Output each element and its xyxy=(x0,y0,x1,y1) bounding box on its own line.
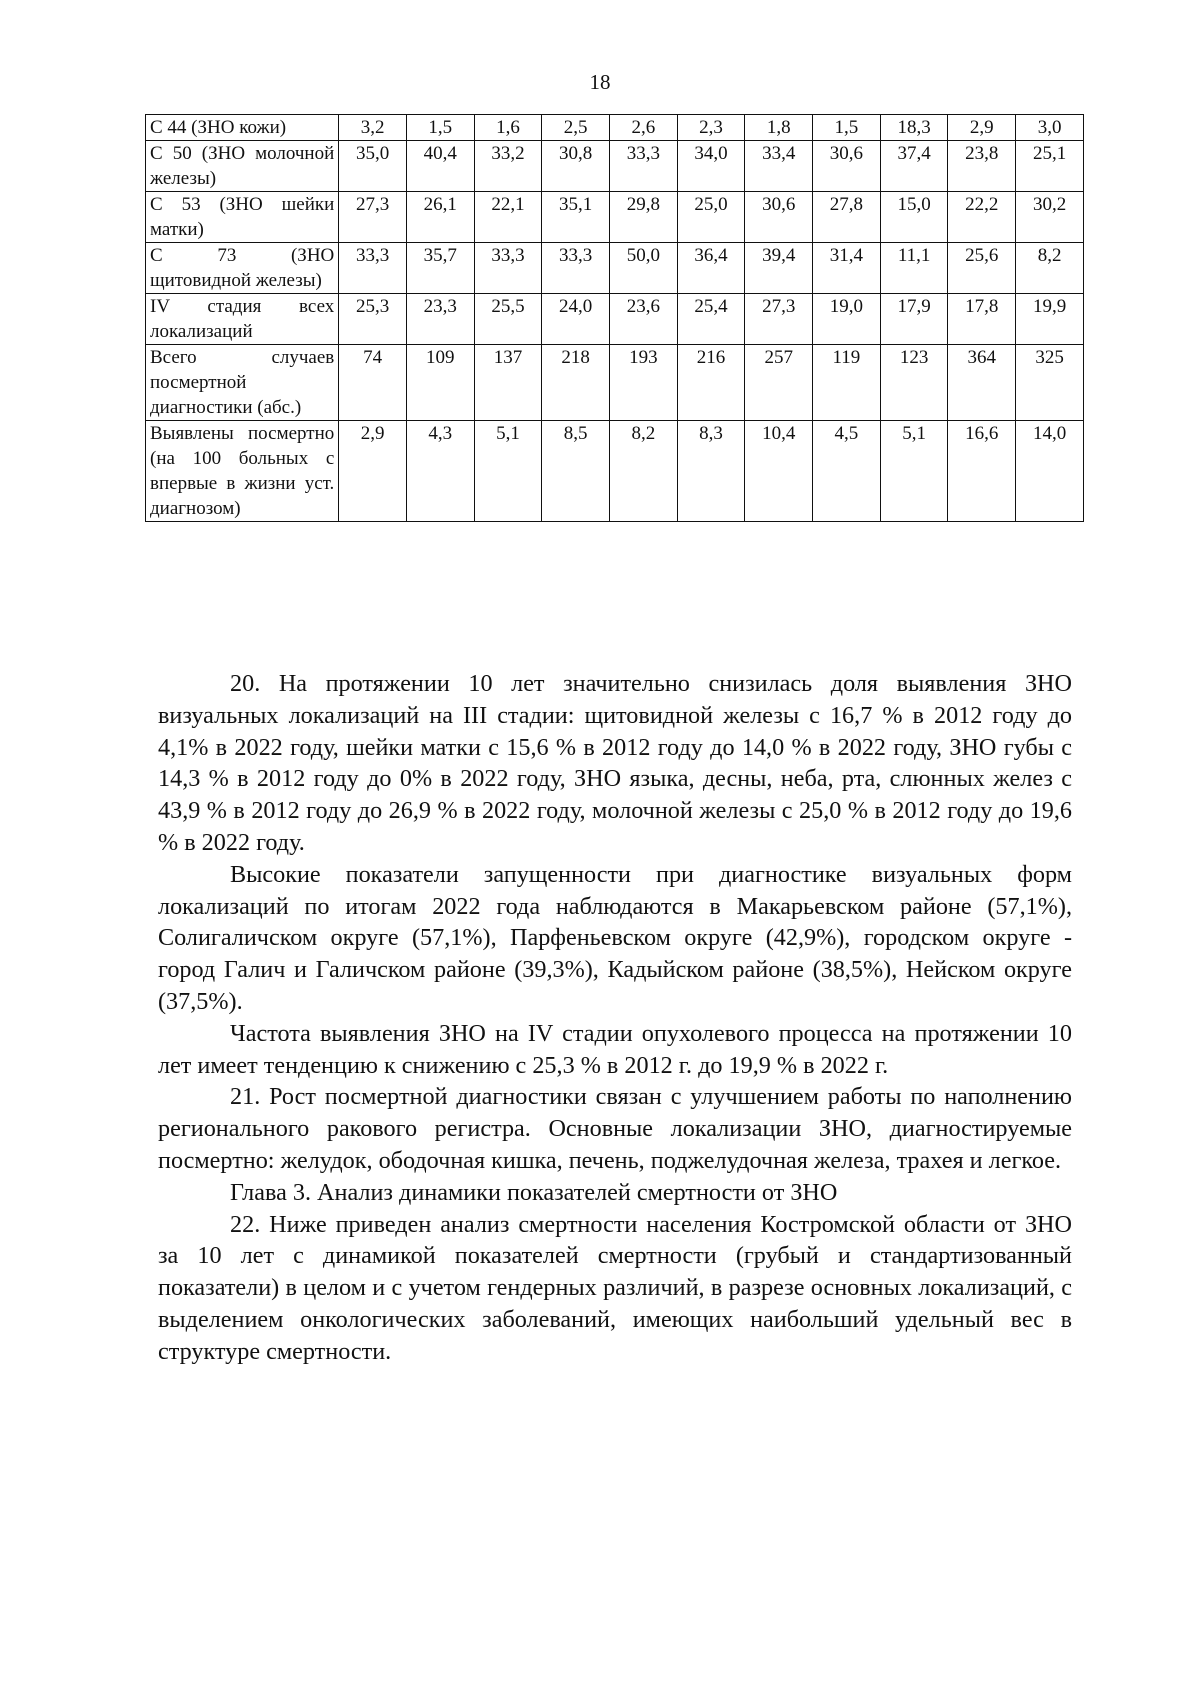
table-cell: 216 xyxy=(677,345,745,421)
table-cell: 257 xyxy=(745,345,813,421)
table-cell: 27,8 xyxy=(813,192,881,243)
table-cell: 3,0 xyxy=(1016,115,1084,141)
paragraph-20: 20. На протяжении 10 лет значительно снизилась доля выявления ЗНО визуальных локализаций на III стадии: щитовидной железы с 16,7 % в 2012 году до 4,1% в 2022 году, шейки матки с 15,6 % в 2012 году до 14,0 % в 2022 году, ЗНО губы с 14,3 % в 2012 году до 0% в 2022 году, ЗНО языка, десны, неба, рта, слюнных желез с 43,9 % в 2012 году до 26,9 % в 2022 году, молочной железы с 25,0 % в 2012 году до 19,6 % в 2022 году. xyxy=(158,670,1072,856)
table-cell: 24,0 xyxy=(542,294,610,345)
table-cell: 2,9 xyxy=(339,421,407,522)
table-cell: 2,9 xyxy=(948,115,1016,141)
table-cell: 2,3 xyxy=(677,115,745,141)
table-cell: 27,3 xyxy=(339,192,407,243)
table-cell: 27,3 xyxy=(745,294,813,345)
page-number: 18 xyxy=(589,70,611,94)
table-cell: 74 xyxy=(339,345,407,421)
table-cell: 39,4 xyxy=(745,243,813,294)
table-cell: 4,3 xyxy=(406,421,474,522)
table-cell: 2,6 xyxy=(610,115,678,141)
row-label: Всего случаев посмертной диагностики (абс.) xyxy=(146,345,339,421)
table-cell: 33,3 xyxy=(610,141,678,192)
paragraph-high-rates: Высокие показатели запущенности при диагностике визуальных форм локализаций по итогам 2022 года наблюдаются в Макарьевском районе (57,1%), Солигаличском округе (57,1%), Парфеньевском округе (42,9%), городском округе - город Галич и Галичском районе (39,3%), Кадыйском районе (38,5%), Нейском округе (37,5%). xyxy=(158,860,1072,1015)
table-cell: 30,6 xyxy=(813,141,881,192)
statistics-table xyxy=(145,114,1084,522)
table-cell: 8,2 xyxy=(610,421,678,522)
table-cell: 31,4 xyxy=(813,243,881,294)
table-cell: 5,1 xyxy=(474,421,542,522)
table-cell: 35,7 xyxy=(406,243,474,294)
table-row xyxy=(146,421,1084,522)
table-cell: 11,1 xyxy=(880,243,948,294)
table-cell: 123 xyxy=(880,345,948,421)
table-cell: 25,5 xyxy=(474,294,542,345)
paragraph-21: 21. Рост посмертной диагностики связан с улучшением работы по наполнению регионального ракового регистра. Основные локализации ЗНО, диагностируемые посмертно: желудок, ободочная кишка, печень, поджелудочная железа, трахея и легкое. xyxy=(158,1083,1072,1174)
table-cell: 1,6 xyxy=(474,115,542,141)
table-cell: 19,0 xyxy=(813,294,881,345)
table-row xyxy=(146,294,1084,345)
table-cell: 10,4 xyxy=(745,421,813,522)
row-label: С 73 (ЗНО щитовидной железы) xyxy=(146,243,339,294)
table-cell: 325 xyxy=(1016,345,1084,421)
table-body xyxy=(146,115,1084,522)
table-cell: 25,0 xyxy=(677,192,745,243)
table-cell: 22,2 xyxy=(948,192,1016,243)
table-cell: 25,6 xyxy=(948,243,1016,294)
table-cell: 33,4 xyxy=(745,141,813,192)
row-label: С 53 (ЗНО шейки матки) xyxy=(146,192,339,243)
table-cell: 119 xyxy=(813,345,881,421)
table-cell: 33,2 xyxy=(474,141,542,192)
table-cell: 25,4 xyxy=(677,294,745,345)
chapter-heading: Глава 3. Анализ динамики показателей смертности от ЗНО xyxy=(230,1178,838,1206)
paragraph-stage-iv-frequency: Частота выявления ЗНО на IV стадии опухолевого процесса на протяжении 10 лет имеет тенденцию к снижению с 25,3 % в 2012 г. до 19,9 % в 2022 г. xyxy=(158,1019,1072,1079)
table-cell: 25,3 xyxy=(339,294,407,345)
row-label: IV стадия всех локализаций xyxy=(146,294,339,345)
table-cell: 40,4 xyxy=(406,141,474,192)
table-cell: 15,0 xyxy=(880,192,948,243)
table-cell: 19,9 xyxy=(1016,294,1084,345)
table-cell: 35,0 xyxy=(339,141,407,192)
table-row xyxy=(146,243,1084,294)
table-cell: 30,8 xyxy=(542,141,610,192)
table-cell: 50,0 xyxy=(610,243,678,294)
body-text xyxy=(158,668,1072,1368)
table-cell: 8,5 xyxy=(542,421,610,522)
table-cell: 34,0 xyxy=(677,141,745,192)
table-cell: 18,3 xyxy=(880,115,948,141)
table-cell: 25,1 xyxy=(1016,141,1084,192)
table-cell: 218 xyxy=(542,345,610,421)
table-cell: 33,3 xyxy=(542,243,610,294)
table-cell: 35,1 xyxy=(542,192,610,243)
table-cell: 37,4 xyxy=(880,141,948,192)
table-cell: 137 xyxy=(474,345,542,421)
table-cell: 17,8 xyxy=(948,294,1016,345)
table-cell: 22,1 xyxy=(474,192,542,243)
table-cell: 14,0 xyxy=(1016,421,1084,522)
row-label: С 50 (ЗНО молочной железы) xyxy=(146,141,339,192)
table-cell: 26,1 xyxy=(406,192,474,243)
table-cell: 23,6 xyxy=(610,294,678,345)
table-cell: 364 xyxy=(948,345,1016,421)
table-cell: 2,5 xyxy=(542,115,610,141)
table-cell: 29,8 xyxy=(610,192,678,243)
table-cell: 33,3 xyxy=(474,243,542,294)
table-cell: 1,5 xyxy=(813,115,881,141)
table-cell: 8,3 xyxy=(677,421,745,522)
table-row xyxy=(146,141,1084,192)
table-cell: 3,2 xyxy=(339,115,407,141)
table-row xyxy=(146,115,1084,141)
table-cell: 1,5 xyxy=(406,115,474,141)
table-cell: 1,8 xyxy=(745,115,813,141)
row-label: С 44 (ЗНО кожи) xyxy=(146,115,339,141)
table-cell: 30,2 xyxy=(1016,192,1084,243)
table-cell: 16,6 xyxy=(948,421,1016,522)
paragraph-22: 22. Ниже приведен анализ смертности населения Костромской области от ЗНО за 10 лет с динамикой показателей смертности (грубый и стандартизованный показатели) в целом и с учетом гендерных различий, в разрезе основных локализаций, с выделением онкологических заболеваний, имеющих наибольший удельный вес в структуре смертности. xyxy=(158,1210,1072,1365)
table-cell: 30,6 xyxy=(745,192,813,243)
table-row xyxy=(146,192,1084,243)
table-cell: 23,3 xyxy=(406,294,474,345)
table-row xyxy=(146,345,1084,421)
table-cell: 33,3 xyxy=(339,243,407,294)
table-cell: 109 xyxy=(406,345,474,421)
table-cell: 193 xyxy=(610,345,678,421)
table-cell: 8,2 xyxy=(1016,243,1084,294)
table-cell: 23,8 xyxy=(948,141,1016,192)
table-cell: 36,4 xyxy=(677,243,745,294)
table-cell: 4,5 xyxy=(813,421,881,522)
table-cell: 5,1 xyxy=(880,421,948,522)
row-label: Выявлены посмертно (на 100 больных с впервые в жизни уст. диагнозом) xyxy=(146,421,339,522)
table-cell: 17,9 xyxy=(880,294,948,345)
